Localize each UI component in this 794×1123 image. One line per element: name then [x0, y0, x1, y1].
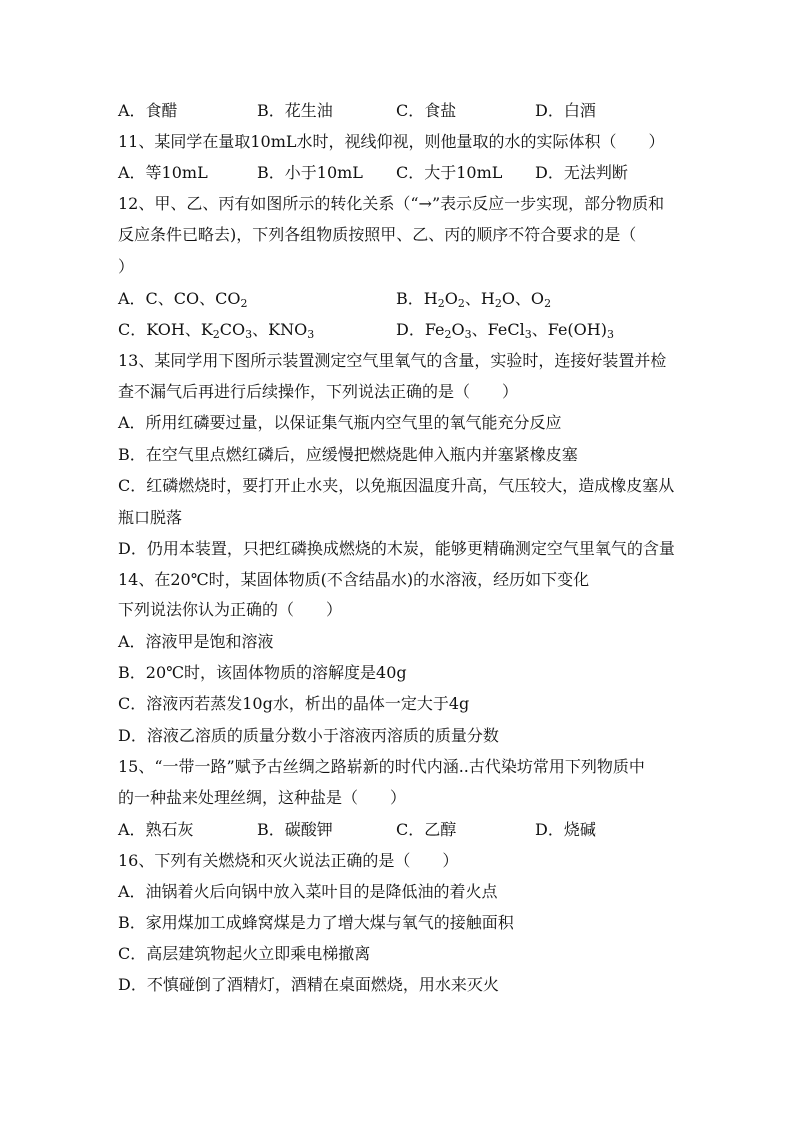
- q15-stem-line-2: 的一种盐来处理丝绸，这种盐是（ ）: [118, 788, 407, 807]
- q13-option-d: D．仍用本装置，只把红磷换成燃烧的木炭，能够更精确测定空气里氧气的含量: [118, 539, 675, 558]
- q15-option-c: C．乙醇: [396, 820, 457, 839]
- q12-option-b: B．$H_2O_2$、$H_2O$、$O_2$: [396, 289, 552, 310]
- q14-option-c: C．溶液丙若蒸发10g水，析出的晶体一定大于4g: [118, 694, 470, 713]
- q13-option-b: B．在空气里点燃红磷后，应缓慢把燃烧匙伸入瓶内并塞紧橡皮塞: [118, 445, 578, 464]
- q12-option-d: D．$Fe_2O_3$、FeCl$_3$、$Fe(OH)_3$: [396, 320, 614, 341]
- q11-stem: 11、某同学在量取10mL水时，视线仰视，则他量取的水的实际体积（ ）: [118, 132, 665, 151]
- q14-option-a: A．溶液甲是饱和溶液: [118, 632, 274, 651]
- q12-stem-line-3: ）: [118, 257, 135, 276]
- q15-option-d: D．烧碱: [535, 820, 596, 839]
- q14-option-d: D．溶液乙溶质的质量分数小于溶液丙溶质的质量分数: [118, 726, 499, 745]
- q11-option-b: B．小于10mL: [257, 163, 363, 182]
- q10-option-c: C．食盐: [396, 101, 457, 120]
- q12-stem-line-2: 反应条件已略去)，下列各组物质按照甲、乙、丙的顺序不符合要求的是（: [118, 225, 637, 244]
- q15-option-a: A．熟石灰: [118, 820, 194, 839]
- q16-option-c: C．高层建筑物起火立即乘电梯撤离: [118, 944, 371, 963]
- q12-stem-line-1: 12、甲、乙、丙有如图所示的转化关系（“→”表示反应一步实现，部分物质和: [118, 194, 665, 213]
- q16-option-d: D．不慎碰倒了酒精灯，酒精在桌面燃烧，用水来灭火: [118, 975, 499, 994]
- q11-option-d: D．无法判断: [535, 163, 628, 182]
- q10-option-b: B．花生油: [257, 101, 333, 120]
- q13-stem-line-2: 查不漏气后再进行后续操作，下列说法正确的是（ ）: [118, 382, 519, 401]
- q12-option-c: C．KOH、$K_2CO_3$、$KNO_3$: [118, 320, 315, 341]
- q16-option-b: B．家用煤加工成蜂窝煤是力了增大煤与氧气的接触面积: [118, 913, 514, 932]
- q14-option-b: B．20℃时，该固体物质的溶解度是40g: [118, 663, 407, 682]
- q16-stem: 16、下列有关燃烧和灭火说法正确的是（ ）: [118, 851, 459, 870]
- q13-option-c-line-2: 瓶口脱落: [118, 508, 183, 527]
- q16-option-a: A．油锅着火后向锅中放入菜叶目的是降低油的着火点: [118, 882, 498, 901]
- q10-option-a: A．食醋: [118, 101, 178, 120]
- q15-option-b: B．碳酸钾: [257, 820, 333, 839]
- q11-option-c: C．大于10mL: [396, 163, 503, 182]
- q13-option-a: A．所用红磷要过量，以保证集气瓶内空气里的氧气能充分反应: [118, 413, 562, 432]
- q11-option-a: A．等10mL: [118, 163, 208, 182]
- q14-stem-line-1: 14、在20℃时，某固体物质(不含结晶水)的水溶液，经历如下变化: [118, 570, 590, 589]
- q13-option-c-line-1: C．红磷燃烧时，要打开止水夹，以免瓶因温度升高，气压较大，造成橡皮塞从: [118, 476, 675, 495]
- q15-stem-line-1: 15、“一带一路”赋予古丝绸之路崭新的时代内涵..古代染坊常用下列物质中: [118, 757, 645, 776]
- q10-option-d: D．白酒: [535, 101, 596, 120]
- q13-stem-line-1: 13、某同学用下图所示装置测定空气里氧气的含量，实验时，连接好装置并检: [118, 351, 667, 370]
- q12-option-a: A．C、CO、$CO_2$: [118, 289, 248, 310]
- q14-stem-line-2: 下列说法你认为正确的（ ）: [118, 600, 343, 619]
